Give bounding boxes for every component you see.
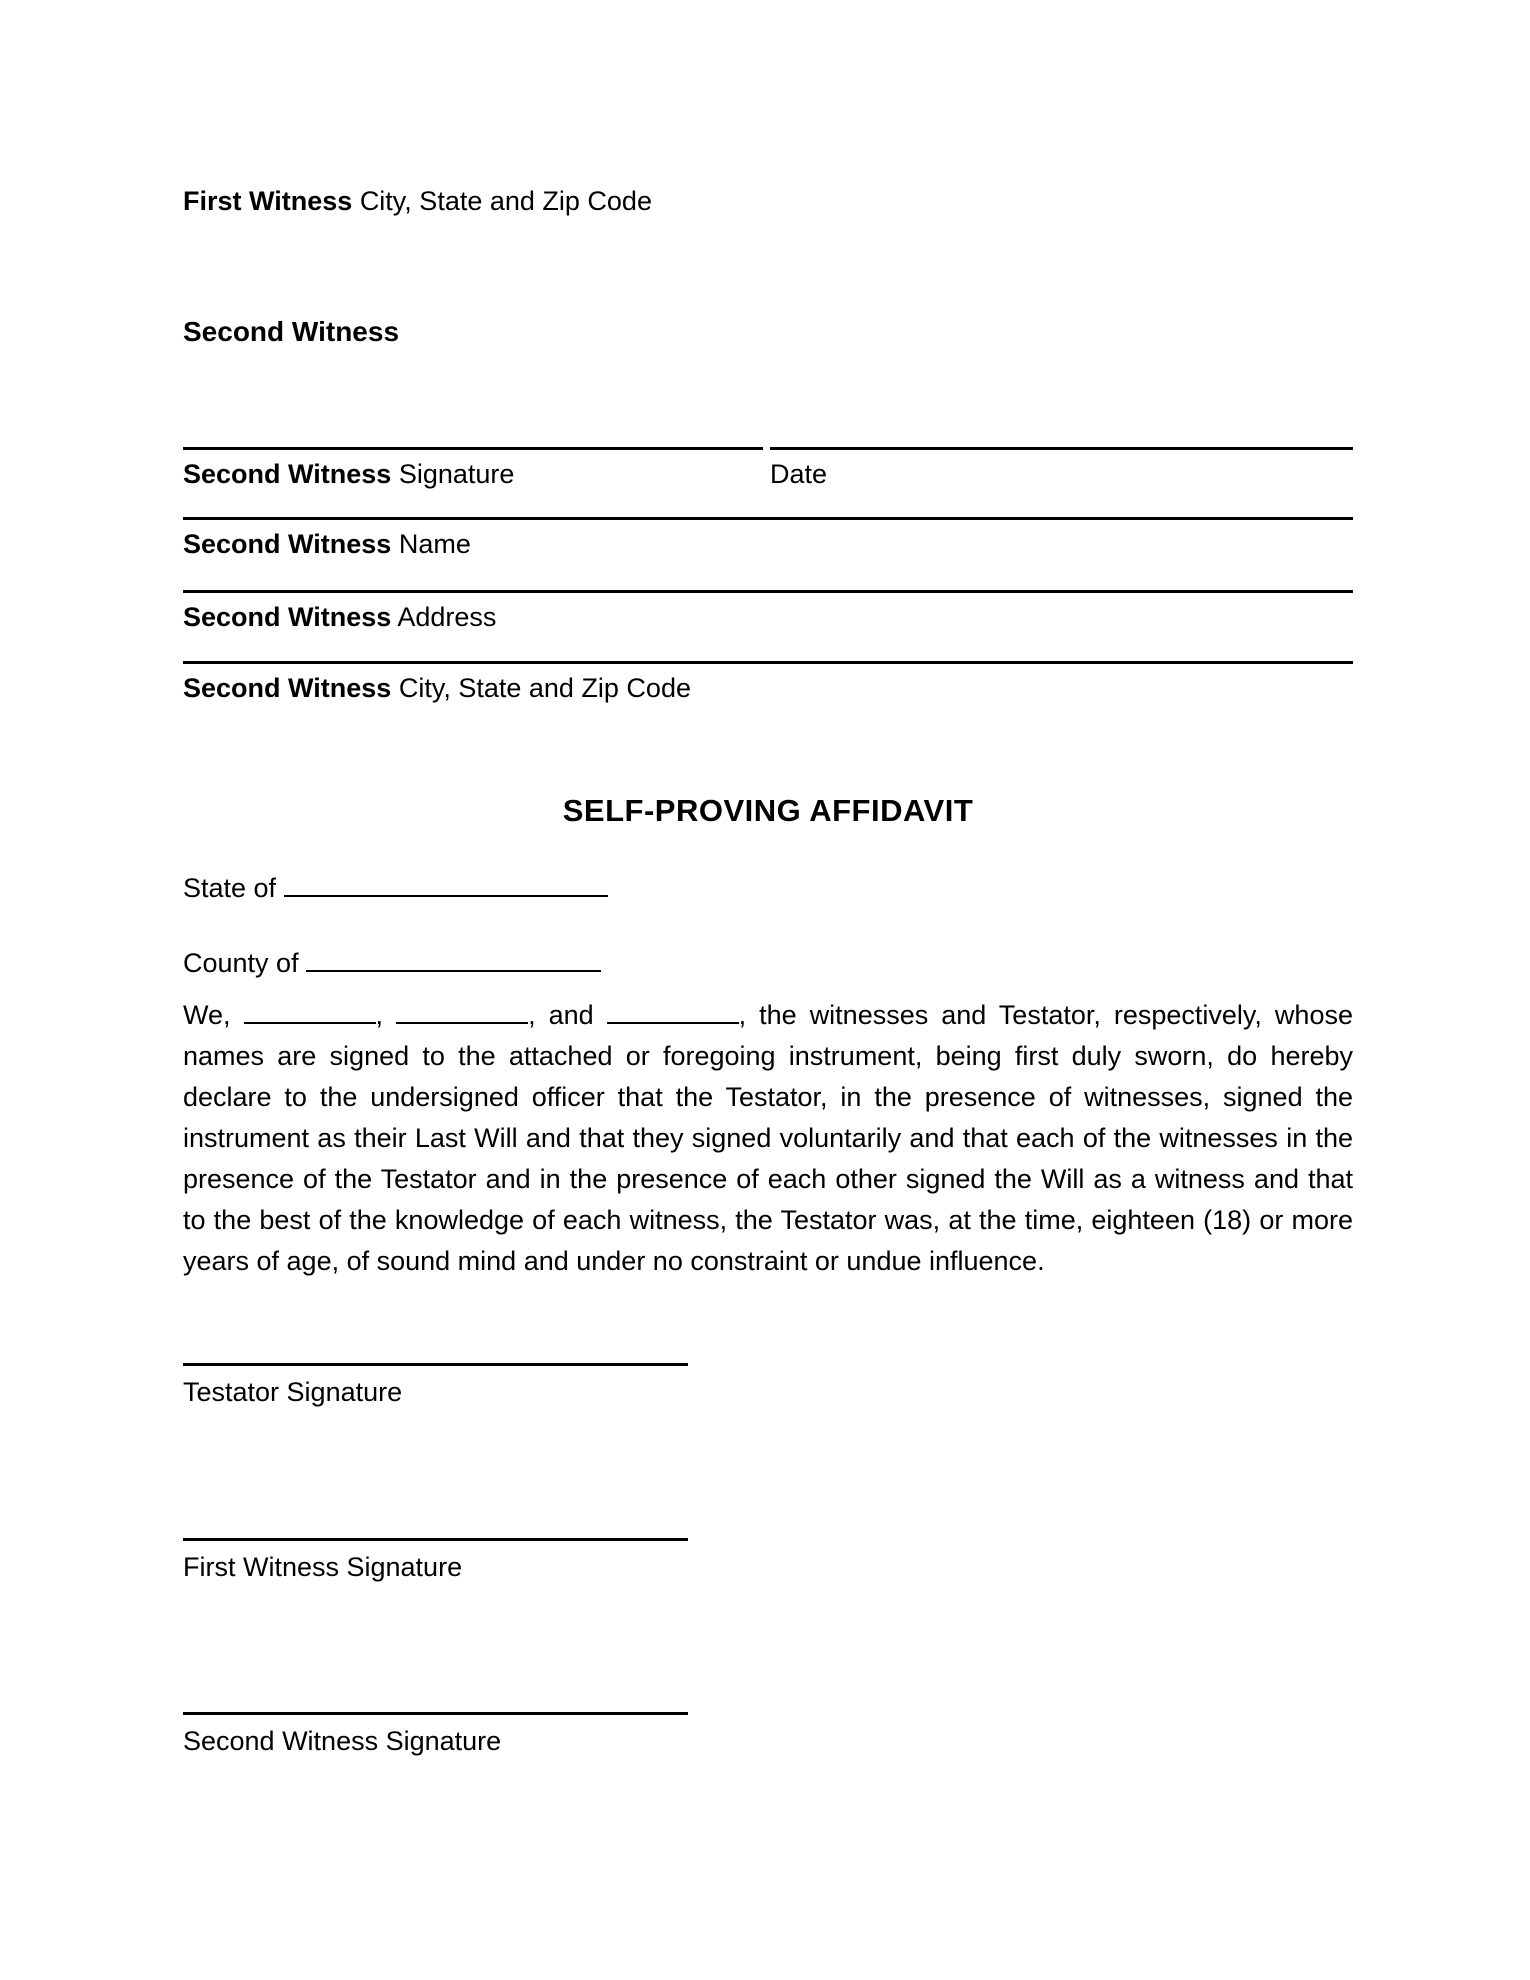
second-witness-signature-label: [183, 450, 763, 490]
paragraph-body-text: , the witnesses and Testator, respectively, whose names are signed to the attached or foregoing instrument, being first duly sworn, do hereby declare to the undersigned officer that the Testator, in the presence of witnesses, signed the instrument as their Last Will and that they signed voluntarily and that each of the witnesses in the presence of the Testator and in the presence of each other signed the Will as a witness and that to the best of the knowledge of each witness, the Testator was, at the time, eighteen (18) or more years of age, of sound mind and under no constraint or undue influence.: [183, 1000, 1353, 1276]
second-witness-signature-bottom-field: [183, 1712, 688, 1757]
second-witness-city-label-prefix: Second Witness: [183, 673, 392, 703]
testator-signature-label: Testator Signature: [183, 1377, 403, 1407]
testator-signature-field: [183, 1363, 688, 1408]
county-of-label: County of: [183, 948, 299, 978]
second-witness-name-field: [183, 517, 1353, 560]
second-witness-heading: Second Witness: [183, 316, 400, 347]
second-witness-date-label: Date: [770, 459, 828, 489]
second-witness-name-label-text: Name: [398, 529, 471, 559]
second-witness-city-label: [183, 664, 1353, 704]
paragraph-comma1-text: ,: [375, 1000, 384, 1030]
first-witness-signature-field: [183, 1538, 688, 1583]
state-of-label: State of: [183, 873, 277, 903]
first-witness-city-label: [183, 186, 652, 217]
paragraph-comma-and-text: , and: [528, 1000, 594, 1030]
second-witness-signature-bottom-label: Second Witness Signature: [183, 1726, 502, 1756]
county-blank-field: [306, 943, 601, 972]
second-witness-address-label-text: Address: [397, 602, 497, 632]
county-of-row: [183, 943, 601, 979]
second-witness-address-label: [183, 593, 1353, 633]
first-witness-signature-label: First Witness Signature: [183, 1552, 463, 1582]
second-witness-address-field: [183, 590, 1353, 633]
first-witness-city-label-prefix: First Witness: [183, 186, 353, 216]
affidavit-title: SELF-PROVING AFFIDAVIT: [562, 793, 974, 828]
second-witness-city-label-text: City, State and Zip Code: [398, 673, 691, 703]
second-witness-date-field: [770, 447, 1353, 490]
second-witness-city-field: [183, 661, 1353, 704]
second-witness-address-label-prefix: Second Witness: [183, 602, 392, 632]
first-witness-city-label-text: City, State and Zip Code: [359, 186, 652, 216]
second-witness-name-blank: [396, 995, 528, 1024]
second-witness-signature-field: [183, 447, 763, 490]
second-witness-signature-label-prefix: Second Witness: [183, 459, 392, 489]
second-witness-name-label: [183, 520, 1353, 560]
second-witness-signature-label-text: Signature: [398, 459, 515, 489]
state-blank-field: [284, 868, 608, 897]
second-witness-name-label-prefix: Second Witness: [183, 529, 392, 559]
affidavit-paragraph: [183, 995, 1353, 1282]
testator-name-blank: [607, 995, 739, 1024]
state-of-row: [183, 868, 608, 904]
first-witness-name-blank: [244, 995, 376, 1024]
paragraph-we-text: We,: [183, 1000, 231, 1030]
